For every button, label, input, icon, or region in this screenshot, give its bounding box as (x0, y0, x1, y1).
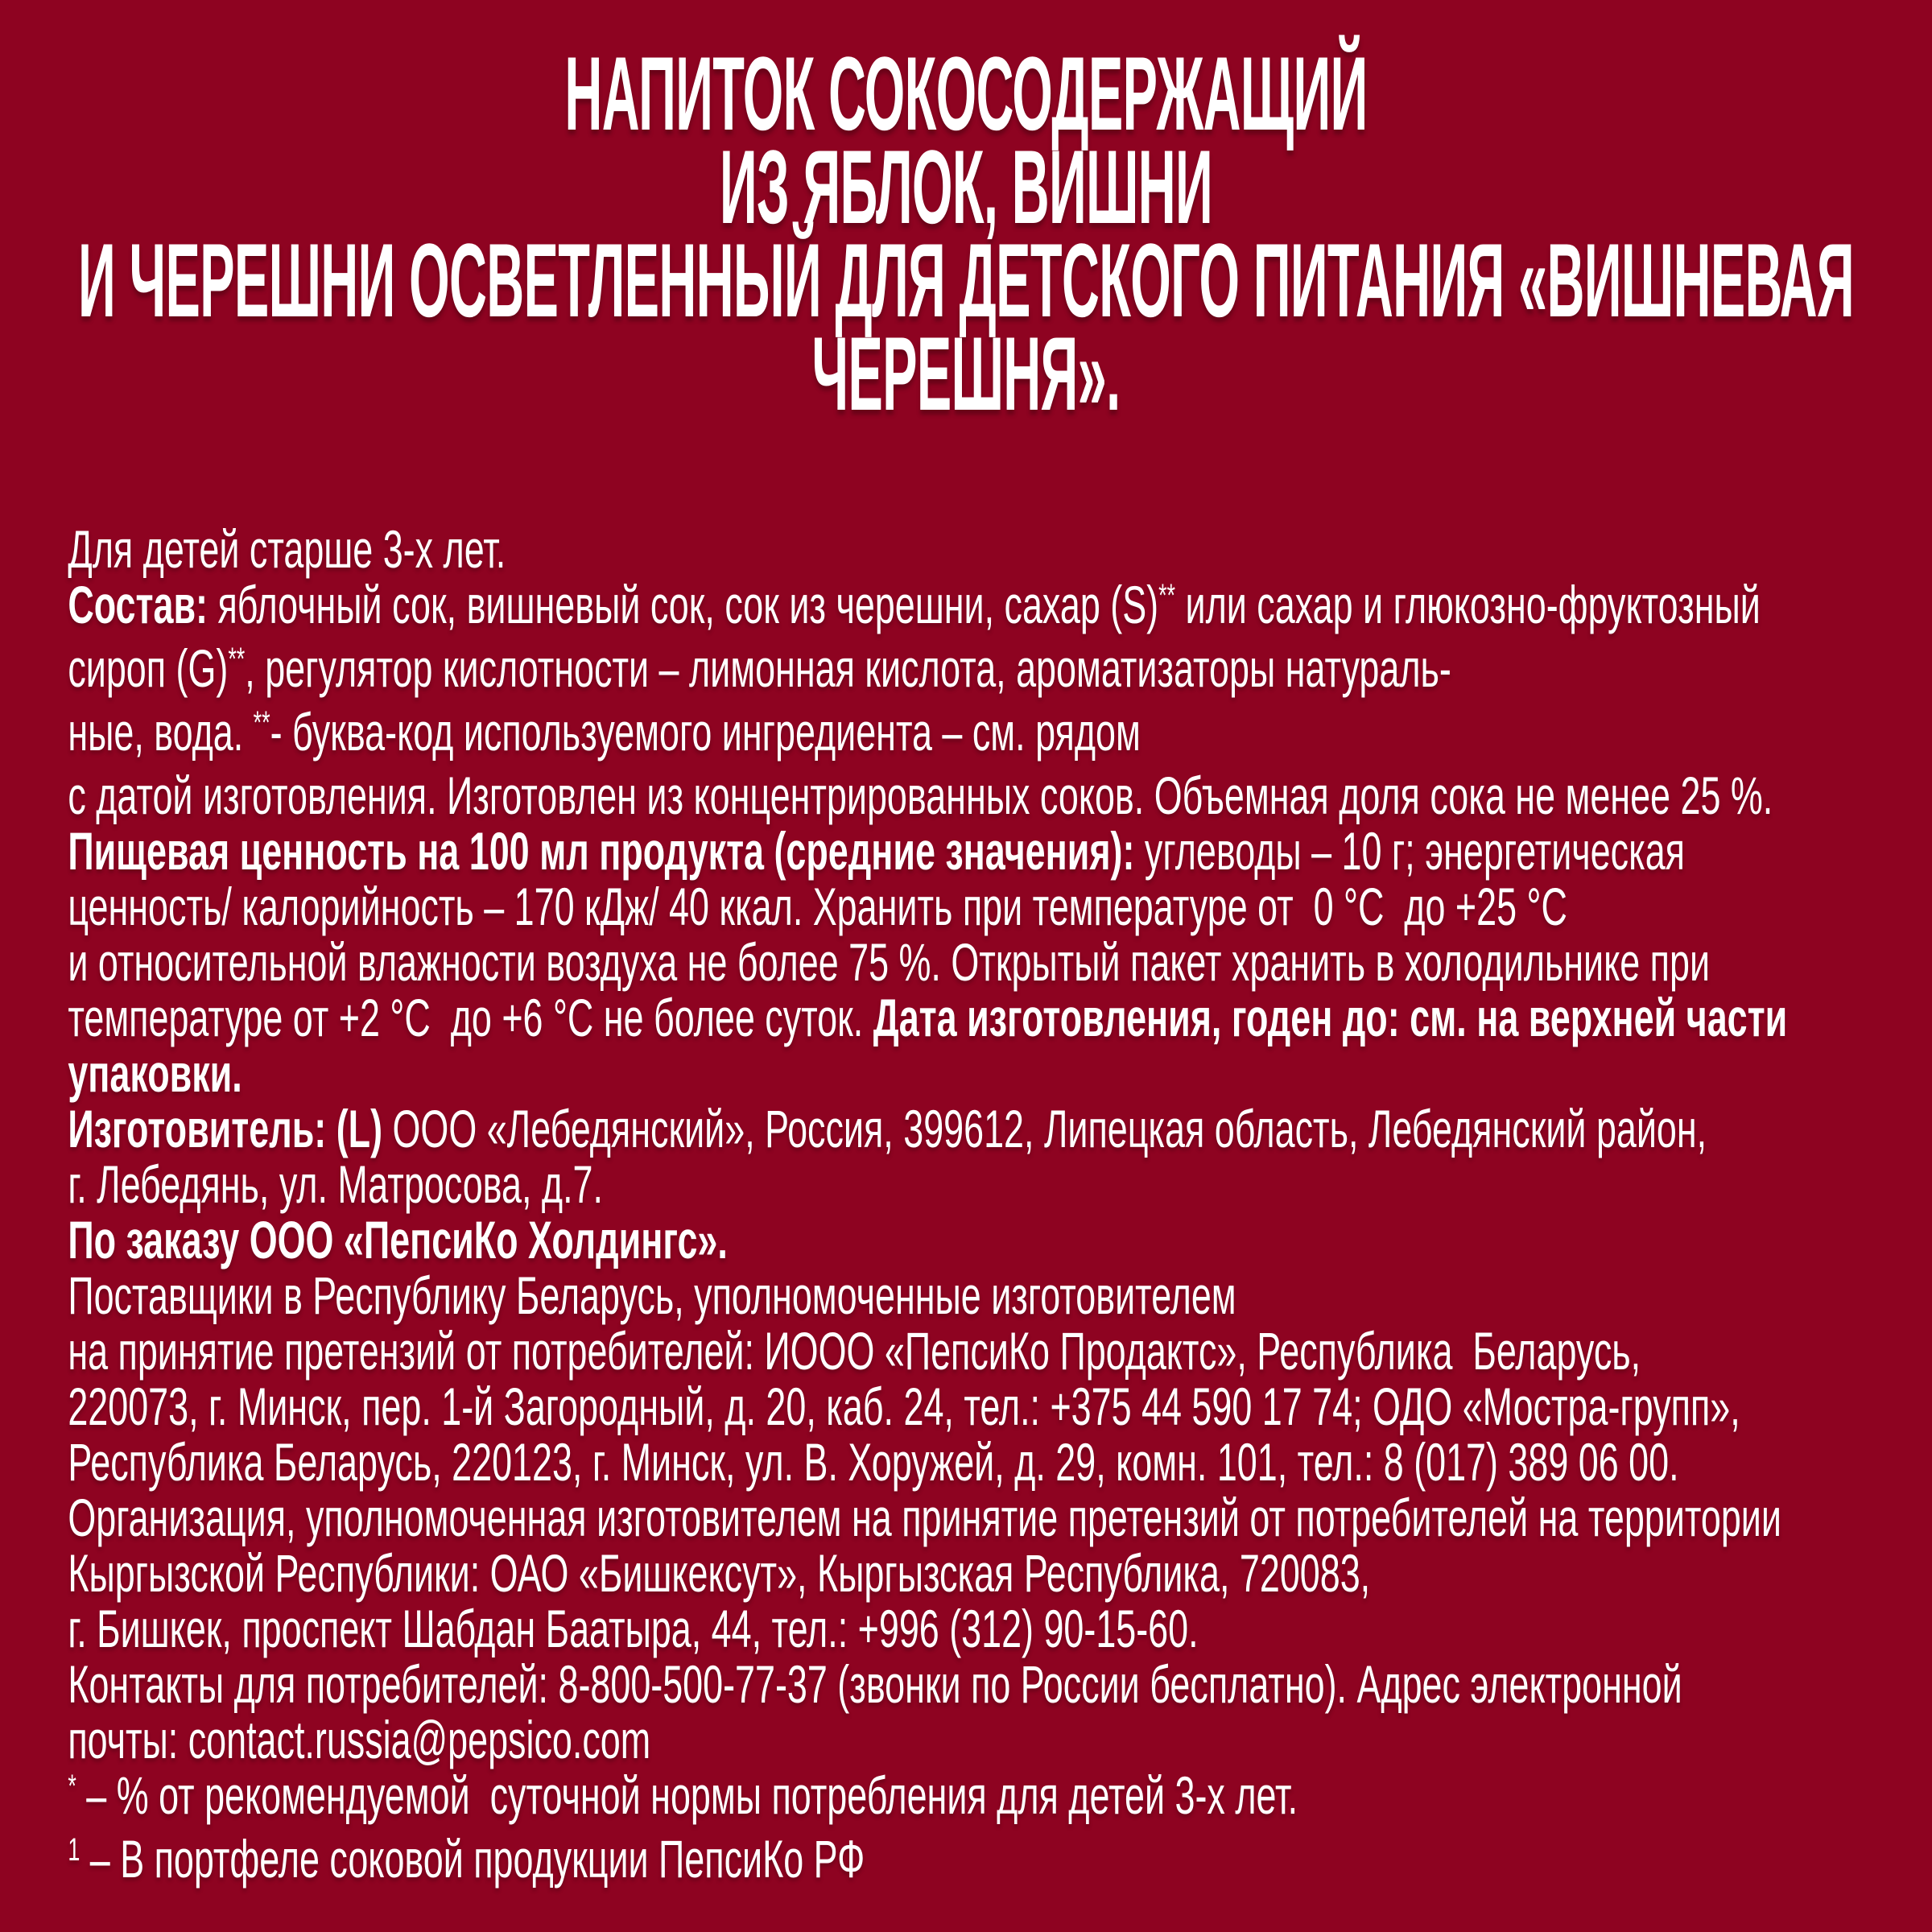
text-segment: – % от рекомендуемой суточной нормы потребления для детей 3-х лет. (76, 1765, 1298, 1825)
text-line (68, 1043, 1899, 1103)
text-line (68, 1654, 1899, 1714)
text-line (68, 1712, 1899, 1768)
text-segment: Поставщики в Республику Беларусь, уполномоченные изготовителем (68, 1265, 1236, 1325)
text-line (68, 1601, 1899, 1657)
text-segment: ценность/ калорийность – 170 кДж/ 40 ккал. Хранить при температуре от 0 °С до +25 °С (68, 877, 1567, 936)
text-line (68, 1543, 1899, 1603)
text-line (68, 1323, 1899, 1379)
text-line (68, 638, 1899, 704)
text-segment: – В портфеле соковой продукции ПепсиКо РФ (80, 1829, 865, 1889)
text-segment: Состав: (68, 575, 208, 634)
text-segment: Республика Беларусь, 220123, г. Минск, ул. В. Хоружей, д. 29, комн. 101, тел.: 8 (017) 389 06 00. (68, 1432, 1679, 1492)
text-segment: ** (1158, 578, 1176, 614)
text-segment: 220073, г. Минск, пер. 1-й Загородный, д. 20, каб. 24, тел.: +375 44 590 17 74; ОДО «Мостра-групп», (68, 1377, 1740, 1436)
title-block (0, 0, 1932, 432)
text-segment: 1 (68, 1832, 80, 1868)
text-segment: г. Бишкек, проспект Шабдан Баатыра, 44, тел.: +996 (312) 90-15-60. (68, 1599, 1199, 1658)
text-segment: почты: contact.russia@pepsico.com (68, 1710, 651, 1769)
text-line (68, 519, 1899, 579)
text-line (68, 1265, 1899, 1325)
text-segment: яблочный сок, вишневый сок, сок из черешни, сахар (S) (207, 575, 1159, 634)
text-segment: Для детей старше 3-х лет. (68, 519, 506, 579)
text-segment: упаковки. (68, 1043, 242, 1103)
text-segment: ООО «Лебедянский», Россия, 399612, Липецкая область, Лебедянский район, (382, 1099, 1707, 1158)
text-segment: ** (253, 705, 270, 741)
text-line (68, 990, 1899, 1046)
text-segment: * (68, 1769, 76, 1805)
text-line (68, 1101, 1899, 1157)
text-segment: или сахар и глюкозно-фруктозный (1175, 575, 1761, 634)
text-line (68, 1490, 1899, 1546)
text-line (68, 879, 1899, 935)
text-line (68, 1212, 1899, 1268)
text-segment: - буква-код используемого ингредиента – см. рядом (270, 702, 1141, 762)
text-line (68, 821, 1899, 881)
text-segment: ** (228, 642, 246, 678)
text-segment: И ЧЕРЕШНИ ОСВЕТЛЕННЫЙ ДЛЯ ДЕТСКОГО ПИТАНИЯ «ВИШНЕВАЯ (78, 221, 1854, 339)
text-segment: Дата изготовления, годен до: см. на верхней части (873, 988, 1788, 1047)
label-body (0, 519, 1932, 1895)
text-line (68, 1432, 1899, 1492)
product-title (0, 35, 1932, 432)
text-segment: , регулятор кислотности – лимонная кислота, ароматизаторы натураль- (245, 638, 1451, 698)
text-segment: ные, вода. (68, 702, 254, 762)
text-segment: Контакты для потребителей: 8-800-500-77-37 (звонки по России бесплатно). Адрес электронной (68, 1654, 1682, 1714)
text-segment: температуре от +2 °С до +6 °С не более суток. (68, 988, 873, 1047)
text-segment: ИЗ ЯБЛОК, ВИШНИ (719, 128, 1213, 246)
text-segment: По заказу ООО «ПепсиКо Холдингс». (68, 1210, 728, 1269)
text-line (68, 932, 1899, 992)
text-line (0, 35, 1932, 152)
text-segment: сироп (G) (68, 638, 229, 698)
text-segment: Кыргызской Республики: ОАО «Бишкексут», Кыргызская Республика, 720083, (68, 1543, 1371, 1603)
text-segment: Организация, уполномоченная изготовителем на принятие претензий от потребителей на территории (68, 1488, 1781, 1547)
text-segment: углеводы – 10 г; энергетическая (1134, 821, 1685, 881)
text-segment: и относительной влажности воздуха не более 75 %. Открытый пакет хранить в холодильнике при (68, 932, 1711, 992)
text-line (68, 1154, 1899, 1214)
text-line (68, 577, 1899, 641)
text-segment: Изготовитель: (L) (68, 1099, 383, 1158)
text-line (68, 704, 1899, 768)
text-segment: г. Лебедянь, ул. Матросова, д.7. (68, 1154, 603, 1214)
text-segment: на принятие претензий от потребителей: ИООО «ПепсиКо Продактс», Республика Беларусь, (68, 1321, 1641, 1381)
text-line (0, 221, 1932, 339)
text-segment: Пищевая ценность на 100 мл продукта (средние значения): (68, 821, 1135, 881)
text-segment: ЧЕРЕШНЯ». (811, 315, 1121, 432)
text-line (0, 315, 1932, 432)
text-line (68, 768, 1899, 824)
text-line (68, 1831, 1899, 1895)
text-line (68, 1379, 1899, 1435)
body-block (0, 519, 1932, 1895)
text-line (0, 128, 1932, 246)
text-segment: НАПИТОК СОКОСОДЕРЖАЩИЙ (564, 35, 1368, 152)
text-segment: с датой изготовления. Изготовлен из концентрированных соков. Объемная доля сока не менее 25 %. (68, 766, 1773, 825)
text-line (68, 1765, 1899, 1831)
